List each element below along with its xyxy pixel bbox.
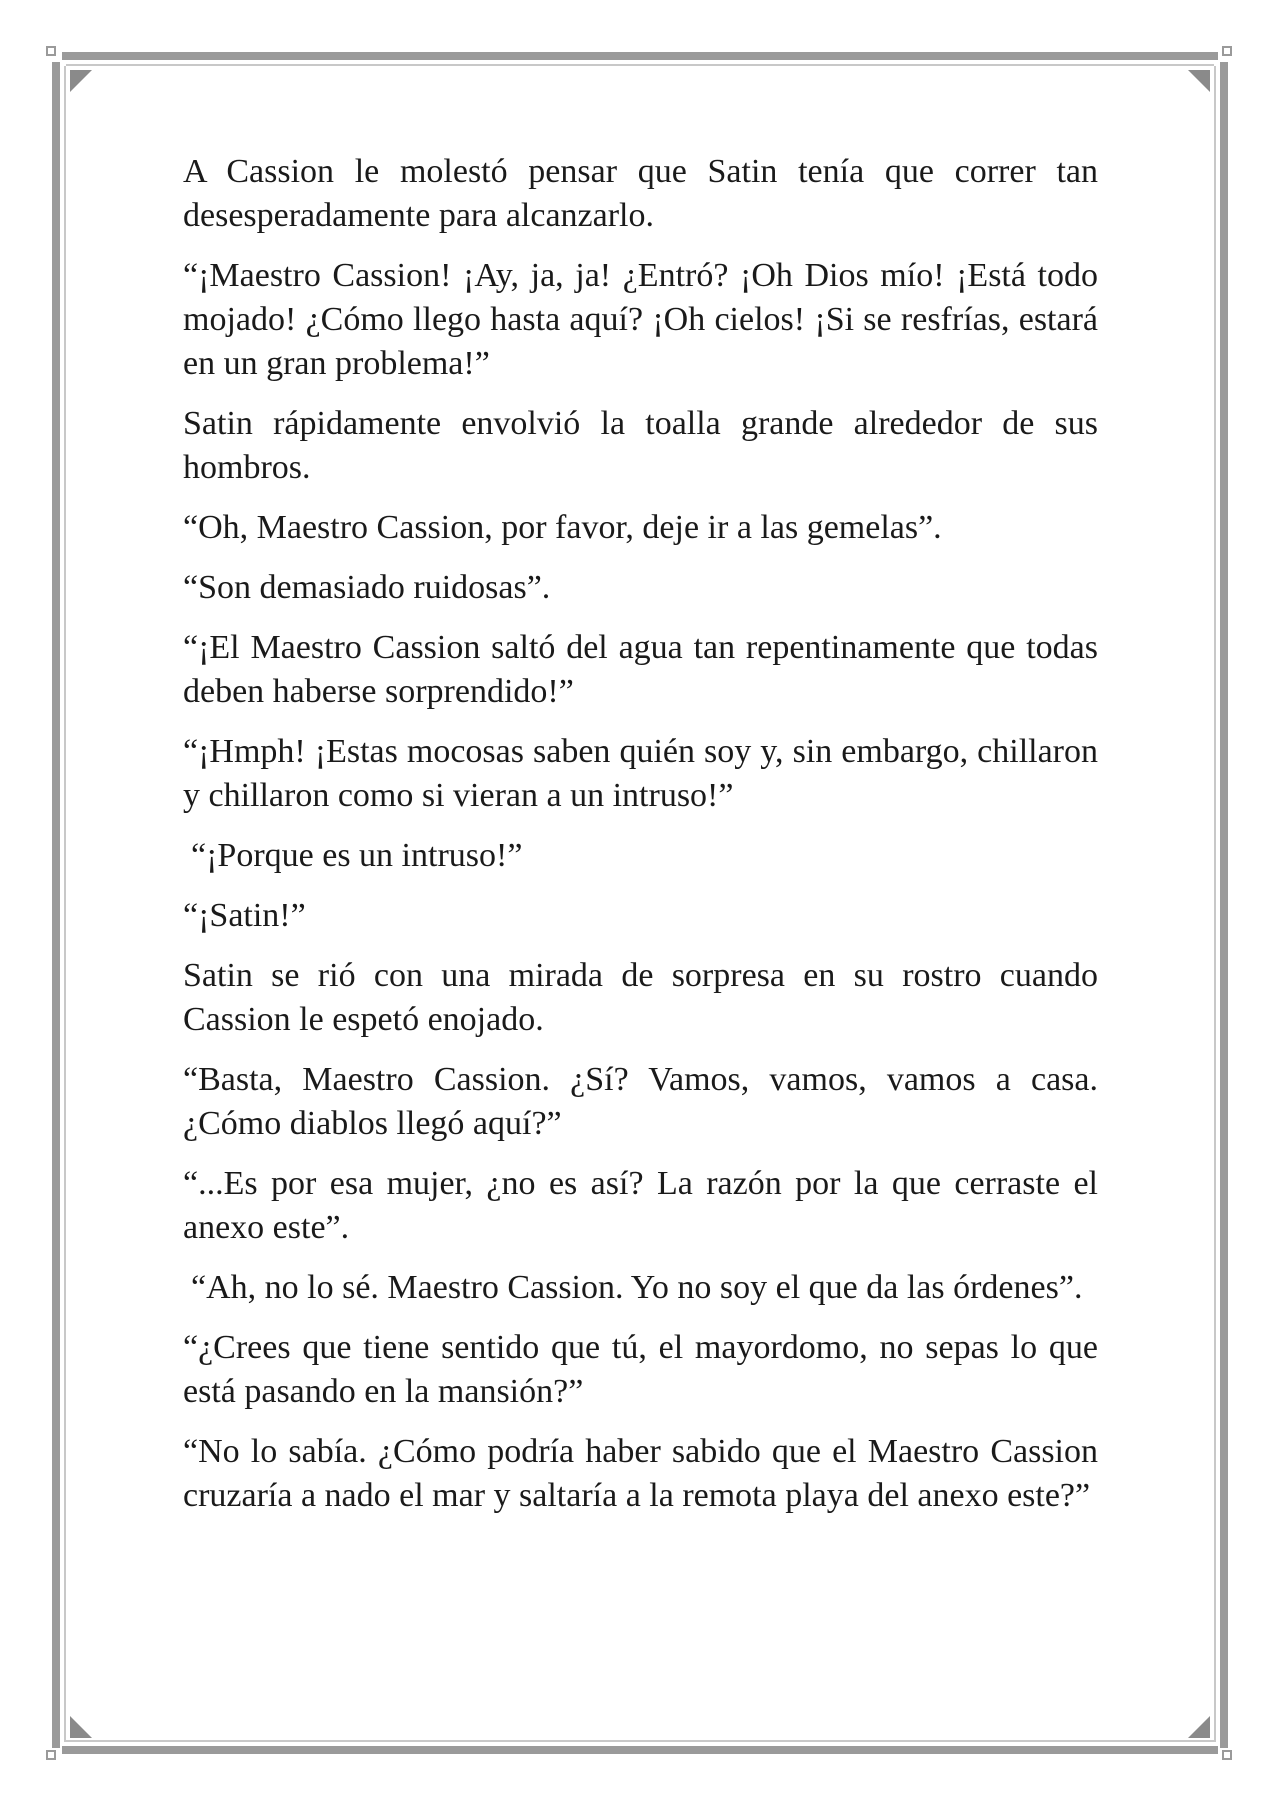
paragraph: Satin rápidamente envolvió la toalla grande alrededor de sus hombros.: [183, 405, 1098, 486]
frame-inner-line-bottom: [66, 1740, 1214, 1742]
frame-inner-line-top: [66, 64, 1214, 66]
frame-border-right: [1220, 62, 1228, 1748]
document-body: [183, 150, 1098, 1534]
frame-corner-square-bl: [46, 1750, 56, 1760]
paragraph: A Cassion le molestó pensar que Satin tenía que correr tan desesperadamente para alcanzarlo.: [183, 153, 1098, 234]
paragraph: “¡Satin!”: [183, 897, 306, 934]
frame-corner-square-tl: [46, 46, 56, 56]
frame-inner-line-left: [64, 66, 66, 1742]
paragraph: “¿Crees que tiene sentido que tú, el mayordomo, no sepas lo que está pasando en la mansión?”: [183, 1329, 1098, 1410]
frame-inner-line-right: [1214, 66, 1216, 1742]
frame-corner-triangle-bl: [70, 1716, 92, 1738]
paragraph: “No lo sabía. ¿Cómo podría haber sabido que el Maestro Cassion cruzaría a nado el mar y saltaría a la remota playa del anexo este?”: [183, 1433, 1098, 1514]
paragraph: “¡Hmph! ¡Estas mocosas saben quién soy y, sin embargo, chillaron y chillaron como si vieran a un intruso!”: [183, 733, 1098, 814]
paragraph: “¡Maestro Cassion! ¡Ay, ja, ja! ¿Entró? ¡Oh Dios mío! ¡Está todo mojado! ¿Cómo llego hasta aquí? ¡Oh cielos! ¡Si se resfrías, estará en un gran problema!”: [183, 257, 1098, 382]
paragraph: “Oh, Maestro Cassion, por favor, deje ir a las gemelas”.: [183, 509, 942, 546]
paragraph: “Basta, Maestro Cassion. ¿Sí? Vamos, vamos, vamos a casa. ¿Cómo diablos llegó aquí?”: [183, 1061, 1098, 1142]
paragraph: “¡El Maestro Cassion saltó del agua tan repentinamente que todas deben haberse sorprendido!”: [183, 629, 1098, 710]
frame-corner-triangle-tl: [70, 70, 92, 92]
paragraph: “Ah, no lo sé. Maestro Cassion. Yo no soy el que da las órdenes”.: [191, 1269, 1083, 1306]
frame-corner-triangle-tr: [1188, 70, 1210, 92]
paragraph: “Son demasiado ruidosas”.: [183, 569, 551, 606]
frame-corner-square-br: [1222, 1750, 1232, 1760]
frame-border-top: [62, 52, 1218, 60]
frame-corner-square-tr: [1222, 46, 1232, 56]
frame-border-left: [52, 62, 60, 1748]
frame-border-bottom: [62, 1746, 1218, 1754]
paragraph: Satin se rió con una mirada de sorpresa en su rostro cuando Cassion le espetó enojado.: [183, 957, 1098, 1038]
paragraph: “...Es por esa mujer, ¿no es así? La razón por la que cerraste el anexo este”.: [183, 1165, 1098, 1246]
frame-corner-triangle-br: [1188, 1716, 1210, 1738]
paragraph: “¡Porque es un intruso!”: [191, 837, 523, 874]
